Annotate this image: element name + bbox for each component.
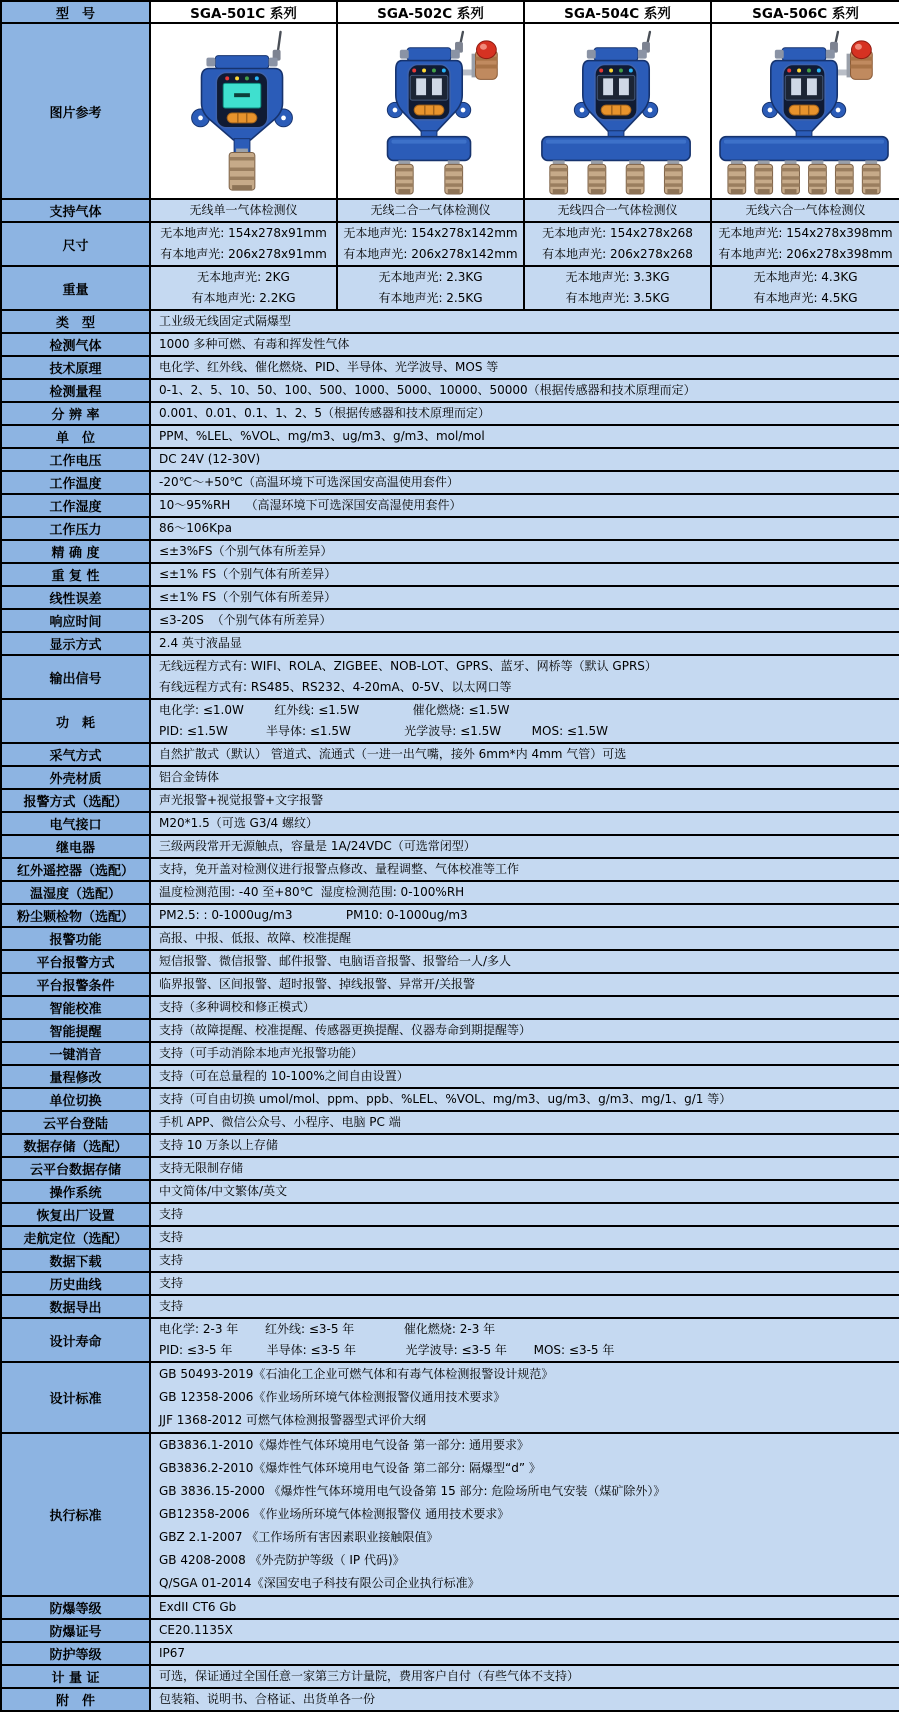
row-label: 型 号 bbox=[1, 1, 150, 23]
value-line: ≤±1% FS（个别气体有所差异） bbox=[159, 590, 337, 604]
row-label: 线性误差 bbox=[1, 586, 150, 609]
row-value bbox=[150, 1619, 899, 1642]
spec-row bbox=[1, 540, 899, 563]
model-name: SGA-506C 系列 bbox=[711, 1, 899, 23]
row-value bbox=[150, 1111, 899, 1134]
spec-row bbox=[1, 1318, 899, 1362]
row-label: 数据存储（选配） bbox=[1, 1134, 150, 1157]
model-name: SGA-502C 系列 bbox=[337, 1, 524, 23]
detector-image-cell bbox=[150, 23, 337, 199]
spec-row bbox=[1, 1688, 899, 1711]
value-line: 无线单一气体检测仪 bbox=[189, 203, 298, 217]
value-line: PM2.5: : 0-1000ug/m3 PM10: 0-1000ug/m3 bbox=[159, 908, 468, 922]
spec-row bbox=[1, 789, 899, 812]
value-line: GBZ 2.1-2007 《工作场所有害因素职业接触限值》 bbox=[159, 1530, 439, 1544]
value-line: 支持（故障提醒、校准提醒、传感器更换提醒、仪器寿命到期提醒等） bbox=[159, 1023, 532, 1037]
row-label: 红外遥控器（选配） bbox=[1, 858, 150, 881]
value-line: 有本地声光: 206x278x398mm bbox=[718, 247, 893, 261]
value-line: 高报、中报、低报、故障、校准提醒 bbox=[159, 931, 352, 945]
row-label: 工作温度 bbox=[1, 471, 150, 494]
row-label: 计 量 证 bbox=[1, 1665, 150, 1688]
model-name: SGA-504C 系列 bbox=[524, 1, 711, 23]
row-label: 执行标准 bbox=[1, 1433, 150, 1596]
value-line: ExdII CT6 Gb bbox=[159, 1600, 237, 1614]
row-label: 电气接口 bbox=[1, 812, 150, 835]
row-label: 图片参考 bbox=[1, 23, 150, 199]
value-line: 支持 bbox=[159, 1253, 184, 1267]
row-value bbox=[150, 1433, 899, 1596]
spec-row bbox=[1, 563, 899, 586]
value-line: CE20.1135X bbox=[159, 1623, 233, 1637]
spec-row bbox=[1, 1433, 899, 1596]
row-label: 量程修改 bbox=[1, 1065, 150, 1088]
row-value bbox=[150, 1642, 899, 1665]
row-value bbox=[150, 563, 899, 586]
row-label: 操作系统 bbox=[1, 1180, 150, 1203]
spec-row bbox=[1, 310, 899, 333]
row-value bbox=[150, 1203, 899, 1226]
value-line: 有本地声光: 3.5KG bbox=[565, 291, 670, 305]
value-line: 支持无限制存储 bbox=[159, 1161, 244, 1175]
row-value bbox=[150, 1065, 899, 1088]
spec-row bbox=[1, 1642, 899, 1665]
value-line: DC 24V (12-30V) bbox=[159, 452, 261, 466]
value-line: 支持 bbox=[159, 1276, 184, 1290]
spec-row bbox=[1, 973, 899, 996]
row-value bbox=[150, 766, 899, 789]
spec-row bbox=[1, 222, 899, 266]
spec-row bbox=[1, 904, 899, 927]
row-value bbox=[150, 266, 337, 310]
value-line: GB 3836.15-2000 《爆炸性气体环境用电气设备第 15 部分: 危险场所电气安装（煤矿除外）》 bbox=[159, 1484, 666, 1498]
row-value bbox=[150, 858, 899, 881]
row-label: 设计寿命 bbox=[1, 1318, 150, 1362]
value-line: 支持（多种调校和修正模式） bbox=[159, 1000, 316, 1014]
row-value bbox=[150, 586, 899, 609]
value-line: 支持 bbox=[159, 1230, 184, 1244]
row-value bbox=[150, 812, 899, 835]
value-line: 有本地声光: 2.5KG bbox=[378, 291, 483, 305]
value-line: PPM、%LEL、%VOL、mg/m3、ug/m3、g/m3、mol/mol bbox=[159, 429, 485, 443]
value-line: 中文简体/中文繁体/英文 bbox=[159, 1184, 288, 1198]
spec-table-body bbox=[1, 1, 899, 1711]
row-value bbox=[150, 1180, 899, 1203]
spec-row bbox=[1, 1272, 899, 1295]
detector-image-cell bbox=[524, 23, 711, 199]
row-label: 精 确 度 bbox=[1, 540, 150, 563]
value-line: ≤3-20S （个别气体有所差异） bbox=[159, 613, 332, 627]
row-value bbox=[150, 540, 899, 563]
spec-row bbox=[1, 402, 899, 425]
row-value bbox=[150, 1088, 899, 1111]
row-label: 工作压力 bbox=[1, 517, 150, 540]
value-line: 支持 bbox=[159, 1299, 184, 1313]
row-label: 恢复出厂设置 bbox=[1, 1203, 150, 1226]
row-label: 显示方式 bbox=[1, 632, 150, 655]
row-value bbox=[150, 1249, 899, 1272]
row-label: 分 辨 率 bbox=[1, 402, 150, 425]
value-line: 无本地声光: 154x278x91mm bbox=[160, 226, 327, 240]
value-line: 无本地声光: 154x278x142mm bbox=[343, 226, 518, 240]
value-line: 0-1、2、5、10、50、100、500、1000、5000、10000、50000（根据传感器和技术原理而定） bbox=[159, 383, 696, 397]
row-value bbox=[711, 222, 899, 266]
row-label: 检测量程 bbox=[1, 379, 150, 402]
row-label: 防护等级 bbox=[1, 1642, 150, 1665]
value-line: M20*1.5（可选 G3/4 螺纹） bbox=[159, 816, 318, 830]
sga-504c-detector-image bbox=[525, 26, 710, 196]
row-value bbox=[150, 310, 899, 333]
row-value bbox=[150, 199, 337, 222]
row-value bbox=[150, 743, 899, 766]
row-value bbox=[337, 199, 524, 222]
value-line: 无本地声光: 4.3KG bbox=[753, 270, 858, 284]
spec-row bbox=[1, 1249, 899, 1272]
row-label: 设计标准 bbox=[1, 1362, 150, 1433]
row-label: 功 耗 bbox=[1, 699, 150, 743]
value-line: 短信报警、微信报警、邮件报警、电脑语音报警、报警给一人/多人 bbox=[159, 954, 512, 968]
value-line: 无线二合一气体检测仪 bbox=[370, 203, 491, 217]
row-label: 尺寸 bbox=[1, 222, 150, 266]
detector-image-cell bbox=[711, 23, 899, 199]
row-label: 防爆等级 bbox=[1, 1596, 150, 1619]
value-line: 无线六合一气体检测仪 bbox=[745, 203, 866, 217]
row-value bbox=[150, 1665, 899, 1688]
value-line: 手机 APP、微信公众号、小程序、电脑 PC 端 bbox=[159, 1115, 401, 1129]
value-line: Q/SGA 01-2014《深国安电子科技有限公司企业执行标准》 bbox=[159, 1576, 480, 1590]
sga-502c-detector-image bbox=[338, 26, 523, 196]
spec-row bbox=[1, 333, 899, 356]
value-line: 无本地声光: 154x278x398mm bbox=[718, 226, 893, 240]
row-value bbox=[150, 1272, 899, 1295]
model-name: SGA-501C 系列 bbox=[150, 1, 337, 23]
row-value bbox=[150, 1157, 899, 1180]
value-line: 86～106Kpa bbox=[159, 521, 233, 535]
value-line: 有线远程方式有: RS485、RS232、4-20mA、0-5V、以太网口等 bbox=[159, 680, 512, 694]
value-line: 有本地声光: 206x278x142mm bbox=[343, 247, 518, 261]
value-line: GB3836.1-2010《爆炸性气体环境用电气设备 第一部分: 通用要求》 bbox=[159, 1438, 530, 1452]
value-line: GB 12358-2006《作业场所环境气体检测报警仪通用技术要求》 bbox=[159, 1390, 506, 1404]
value-line: 包装箱、说明书、合格证、出货单各一份 bbox=[159, 1692, 376, 1706]
row-value bbox=[150, 1042, 899, 1065]
spec-row bbox=[1, 835, 899, 858]
row-label: 采气方式 bbox=[1, 743, 150, 766]
row-label: 走航定位（选配） bbox=[1, 1226, 150, 1249]
row-value bbox=[150, 699, 899, 743]
spec-row bbox=[1, 881, 899, 904]
value-line: 0.001、0.01、0.1、1、2、5（根据传感器和技术原理而定） bbox=[159, 406, 491, 420]
row-value bbox=[150, 973, 899, 996]
spec-row bbox=[1, 858, 899, 881]
spec-row bbox=[1, 1295, 899, 1318]
value-line: GB3836.2-2010《爆炸性气体环境用电气设备 第二部分: 隔爆型“d” 》 bbox=[159, 1461, 541, 1475]
row-value bbox=[524, 222, 711, 266]
value-line: -20℃～+50℃（高温环境下可选深国安高温使用套件） bbox=[159, 475, 459, 489]
row-value bbox=[150, 425, 899, 448]
spec-row bbox=[1, 266, 899, 310]
row-value bbox=[150, 950, 899, 973]
spec-row bbox=[1, 1596, 899, 1619]
row-value bbox=[150, 1318, 899, 1362]
spec-row bbox=[1, 23, 899, 199]
row-value bbox=[337, 222, 524, 266]
row-label: 工作电压 bbox=[1, 448, 150, 471]
value-line: 可选，保证通过全国任意一家第三方计量院，费用客户自付（有些气体不支持） bbox=[159, 1669, 580, 1683]
spec-row bbox=[1, 609, 899, 632]
spec-row bbox=[1, 586, 899, 609]
row-label: 重 复 性 bbox=[1, 563, 150, 586]
value-line: 电化学: 2-3 年 红外线: ≤3-5 年 催化燃烧: 2-3 年 bbox=[159, 1322, 496, 1336]
row-label: 温湿度（选配） bbox=[1, 881, 150, 904]
row-value bbox=[150, 471, 899, 494]
value-line: IP67 bbox=[159, 1646, 186, 1660]
spec-row bbox=[1, 655, 899, 699]
value-line: 无本地声光: 2.3KG bbox=[378, 270, 483, 284]
row-value bbox=[150, 1295, 899, 1318]
spec-row bbox=[1, 1019, 899, 1042]
row-value bbox=[150, 927, 899, 950]
row-label: 单位切换 bbox=[1, 1088, 150, 1111]
row-value bbox=[524, 266, 711, 310]
spec-row bbox=[1, 517, 899, 540]
value-line: 声光报警+视觉报警+文字报警 bbox=[159, 793, 324, 807]
value-line: 有本地声光: 4.5KG bbox=[753, 291, 858, 305]
value-line: 有本地声光: 206x278x268 bbox=[542, 247, 693, 261]
sga-501c-detector-image bbox=[151, 26, 336, 196]
row-label: 类 型 bbox=[1, 310, 150, 333]
value-line: GB 4208-2008 《外壳防护等级（ IP 代码)》 bbox=[159, 1553, 405, 1567]
spec-row bbox=[1, 494, 899, 517]
sga-506c-detector-image bbox=[713, 26, 898, 196]
spec-row bbox=[1, 743, 899, 766]
row-label: 检测气体 bbox=[1, 333, 150, 356]
value-line: 有本地声光: 206x278x91mm bbox=[160, 247, 327, 261]
value-line: 10～95%RH （高湿环境下可选深国安高湿使用套件） bbox=[159, 498, 462, 512]
value-line: 支持（可在总量程的 10-100%之间自由设置） bbox=[159, 1069, 409, 1083]
value-line: 有本地声光: 2.2KG bbox=[191, 291, 296, 305]
value-line: 支持 10 万条以上存储 bbox=[159, 1138, 278, 1152]
value-line: 电化学、红外线、催化燃烧、PID、半导体、光学波导、MOS 等 bbox=[159, 360, 499, 374]
value-line: JJF 1368-2012 可燃气体检测报警器型式评价大纲 bbox=[159, 1413, 427, 1427]
row-label: 平台报警条件 bbox=[1, 973, 150, 996]
row-label: 输出信号 bbox=[1, 655, 150, 699]
spec-row bbox=[1, 812, 899, 835]
value-line: 支持，免开盖对检测仪进行报警点修改、量程调整、气体校准等工作 bbox=[159, 862, 520, 876]
row-value bbox=[150, 494, 899, 517]
row-value bbox=[150, 222, 337, 266]
value-line: GB12358-2006 《作业场所环境气体检测报警仪 通用技术要求》 bbox=[159, 1507, 510, 1521]
row-label: 粉尘颗检物（选配） bbox=[1, 904, 150, 927]
row-label: 外壳材质 bbox=[1, 766, 150, 789]
row-label: 云平台登陆 bbox=[1, 1111, 150, 1134]
spec-row bbox=[1, 379, 899, 402]
value-line: PID: ≤1.5W 半导体: ≤1.5W 光学波导: ≤1.5W MOS: ≤1.5W bbox=[159, 724, 608, 738]
spec-row bbox=[1, 1665, 899, 1688]
row-value bbox=[150, 996, 899, 1019]
spec-row bbox=[1, 1, 899, 23]
value-line: 临界报警、区间报警、超时报警、掉线报警、异常开/关报警 bbox=[159, 977, 476, 991]
value-line: 工业级无线固定式隔爆型 bbox=[159, 314, 292, 328]
row-value bbox=[150, 333, 899, 356]
row-label: 智能提醒 bbox=[1, 1019, 150, 1042]
value-line: 支持（可自由切换 umol/mol、ppm、ppb、%LEL、%VOL、mg/m3、ug/m3、g/m3、mg/1、g/1 等） bbox=[159, 1092, 732, 1106]
row-value bbox=[150, 448, 899, 471]
value-line: ≤±3%FS（个别气体有所差异） bbox=[159, 544, 333, 558]
row-label: 重量 bbox=[1, 266, 150, 310]
row-value bbox=[711, 199, 899, 222]
value-line: 电化学: ≤1.0W 红外线: ≤1.5W 催化燃烧: ≤1.5W bbox=[159, 703, 510, 717]
spec-row bbox=[1, 1203, 899, 1226]
value-line: PID: ≤3-5 年 半导体: ≤3-5 年 光学波导: ≤3-5 年 MOS: ≤3-5 年 bbox=[159, 1343, 615, 1357]
spec-row bbox=[1, 950, 899, 973]
row-value bbox=[150, 356, 899, 379]
row-label: 数据下载 bbox=[1, 1249, 150, 1272]
row-value bbox=[150, 1019, 899, 1042]
value-line: 无线远程方式有: WIFI、ROLA、ZIGBEE、NOB-LOT、GPRS、蓝牙、网桥等（默认 GPRS） bbox=[159, 659, 657, 673]
row-label: 单 位 bbox=[1, 425, 150, 448]
row-label: 工作湿度 bbox=[1, 494, 150, 517]
value-line: 铝合金铸体 bbox=[159, 770, 220, 784]
spec-row bbox=[1, 699, 899, 743]
value-line: 2.4 英寸液晶显 bbox=[159, 636, 242, 650]
value-line: ≤±1% FS（个别气体有所差异） bbox=[159, 567, 337, 581]
row-value bbox=[150, 655, 899, 699]
spec-row bbox=[1, 356, 899, 379]
row-value bbox=[337, 266, 524, 310]
row-label: 历史曲线 bbox=[1, 1272, 150, 1295]
spec-row bbox=[1, 927, 899, 950]
row-label: 继电器 bbox=[1, 835, 150, 858]
row-value bbox=[150, 517, 899, 540]
spec-row bbox=[1, 1134, 899, 1157]
spec-row bbox=[1, 1226, 899, 1249]
row-value bbox=[150, 835, 899, 858]
row-label: 数据导出 bbox=[1, 1295, 150, 1318]
row-label: 智能校准 bbox=[1, 996, 150, 1019]
spec-row bbox=[1, 425, 899, 448]
spec-row bbox=[1, 766, 899, 789]
spec-row bbox=[1, 1362, 899, 1433]
value-line: 三级两段常开无源触点，容量是 1A/24VDC（可选常闭型） bbox=[159, 839, 476, 853]
spec-row bbox=[1, 199, 899, 222]
value-line: 1000 多种可燃、有毒和挥发性气体 bbox=[159, 337, 350, 351]
row-label: 防爆证号 bbox=[1, 1619, 150, 1642]
row-value bbox=[150, 1362, 899, 1433]
row-label: 响应时间 bbox=[1, 609, 150, 632]
row-value bbox=[150, 402, 899, 425]
spec-row bbox=[1, 1042, 899, 1065]
row-label: 附 件 bbox=[1, 1688, 150, 1711]
value-line: 支持 bbox=[159, 1207, 184, 1221]
value-line: 支持（可手动消除本地声光报警功能） bbox=[159, 1046, 364, 1060]
row-value bbox=[150, 609, 899, 632]
value-line: 无本地声光: 3.3KG bbox=[565, 270, 670, 284]
spec-row bbox=[1, 1065, 899, 1088]
row-value bbox=[150, 1226, 899, 1249]
spec-row bbox=[1, 1088, 899, 1111]
row-value bbox=[524, 199, 711, 222]
row-label: 报警方式（选配） bbox=[1, 789, 150, 812]
value-line: 自然扩散式（默认） 管道式、流通式（一进一出气嘴，接外 6mm*内 4mm 气管）可选 bbox=[159, 747, 627, 761]
detector-image-cell bbox=[337, 23, 524, 199]
value-line: 无本地声光: 154x278x268 bbox=[542, 226, 693, 240]
spec-row bbox=[1, 1157, 899, 1180]
row-value bbox=[150, 379, 899, 402]
row-label: 一键消音 bbox=[1, 1042, 150, 1065]
spec-row bbox=[1, 996, 899, 1019]
row-label: 云平台数据存储 bbox=[1, 1157, 150, 1180]
spec-row bbox=[1, 448, 899, 471]
value-line: 温度检测范围: -40 至+80℃ 湿度检测范围: 0-100%RH bbox=[159, 885, 465, 899]
value-line: 无本地声光: 2KG bbox=[197, 270, 290, 284]
spec-row bbox=[1, 1619, 899, 1642]
row-value bbox=[711, 266, 899, 310]
row-value bbox=[150, 789, 899, 812]
row-value bbox=[150, 1134, 899, 1157]
row-label: 报警功能 bbox=[1, 927, 150, 950]
row-label: 技术原理 bbox=[1, 356, 150, 379]
spec-row bbox=[1, 471, 899, 494]
row-value bbox=[150, 1596, 899, 1619]
row-label: 平台报警方式 bbox=[1, 950, 150, 973]
row-value bbox=[150, 881, 899, 904]
value-line: GB 50493-2019《石油化工企业可燃气体和有毒气体检测报警设计规范》 bbox=[159, 1367, 554, 1381]
row-label: 支持气体 bbox=[1, 199, 150, 222]
row-value bbox=[150, 1688, 899, 1711]
spec-row bbox=[1, 1111, 899, 1134]
spec-row bbox=[1, 632, 899, 655]
row-value bbox=[150, 632, 899, 655]
row-value bbox=[150, 904, 899, 927]
value-line: 无线四合一气体检测仪 bbox=[557, 203, 678, 217]
spec-row bbox=[1, 1180, 899, 1203]
